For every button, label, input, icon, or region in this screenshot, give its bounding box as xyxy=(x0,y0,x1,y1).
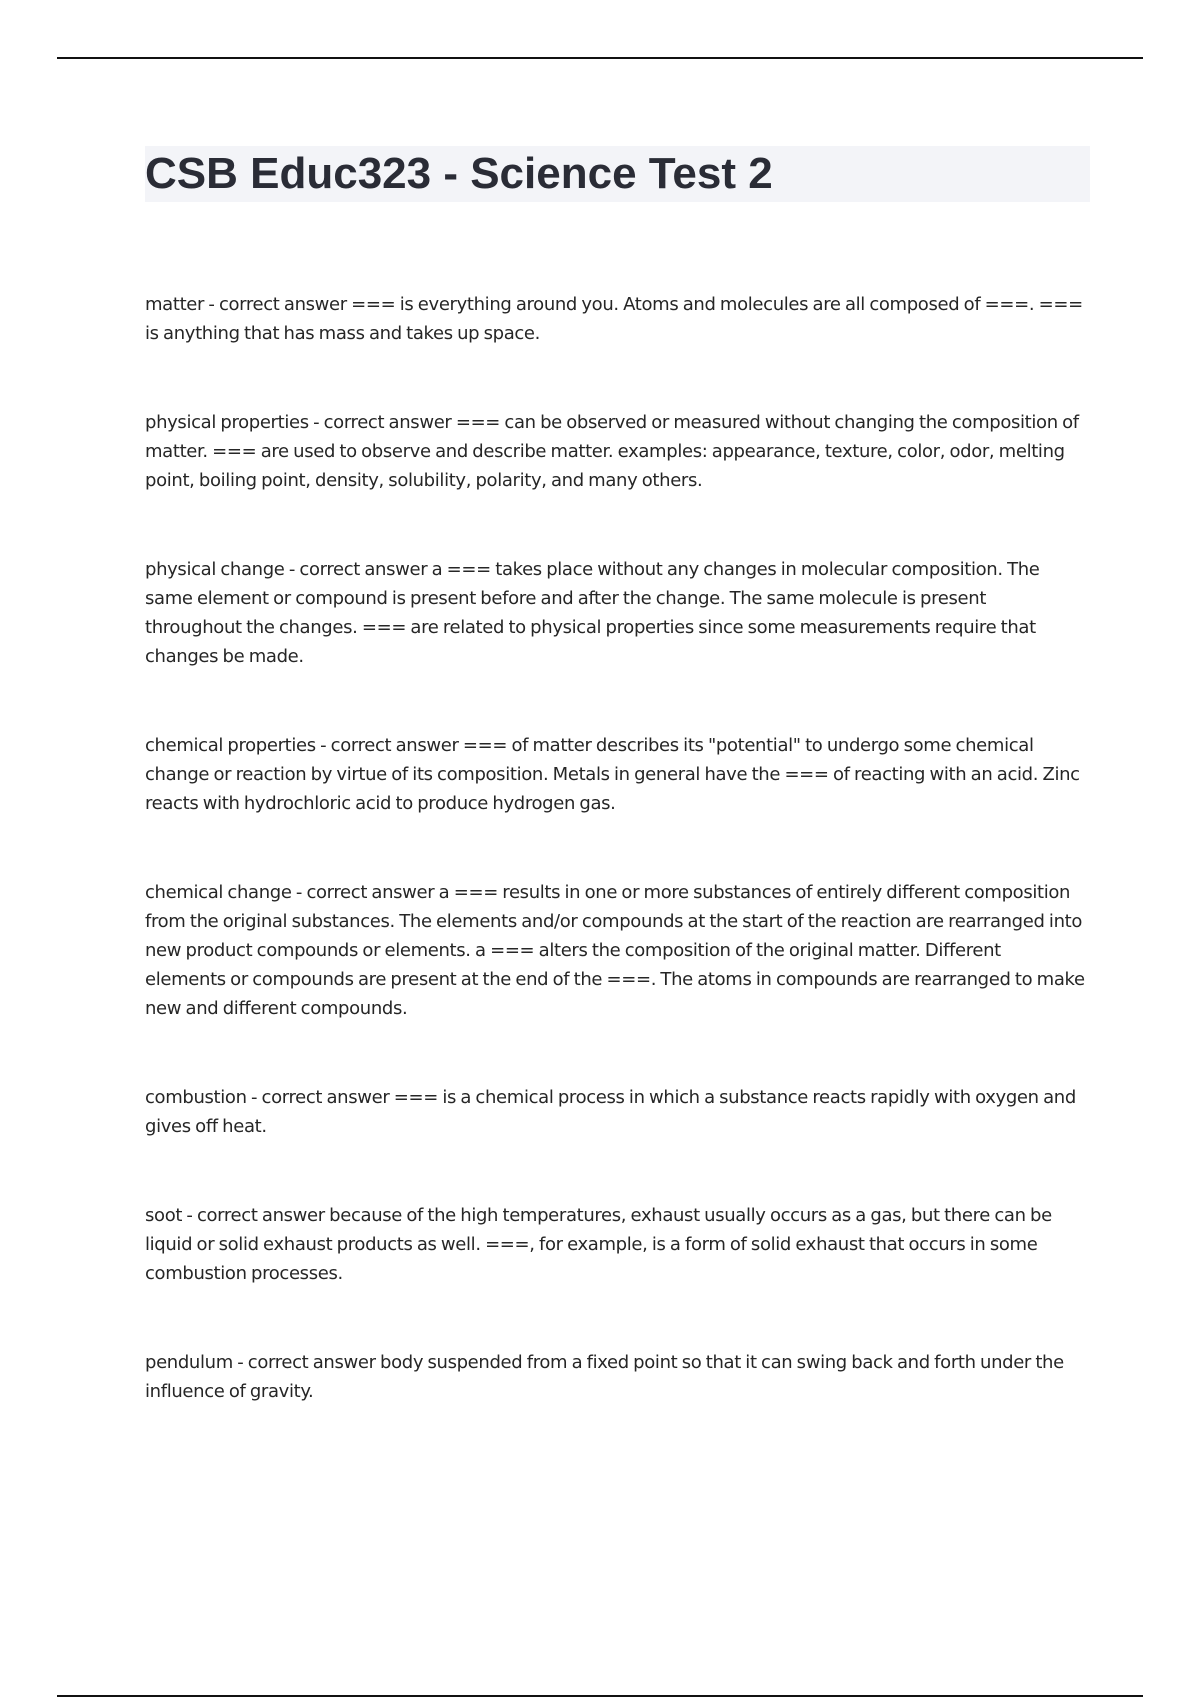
entry-physical-change: physical change - correct answer a === takes place without any changes in molecular composition. The same element or compound is present before and after the change. The same molecule is present throughout the changes. === are related to physical properties since some measurements require that changes be made. xyxy=(145,559,1040,667)
entry-combustion: combustion - correct answer === is a chemical process in which a substance reacts rapidly with oxygen and gives off heat. xyxy=(145,1087,1076,1137)
top-divider xyxy=(57,57,1143,59)
page-title: CSB Educ323 - Science Test 2 xyxy=(145,149,773,198)
entry-pendulum: pendulum - correct answer body suspended from a fixed point so that it can swing back and forth under the influence of gravity. xyxy=(145,1352,1064,1402)
entry-chemical-properties: chemical properties - correct answer === of matter describes its "potential" to undergo some chemical change or reaction by virtue of its composition. Metals in general have the === of reacting with an acid. Zinc reacts with hydrochloric acid to produce hydrogen gas. xyxy=(145,735,1080,814)
entry-physical-properties: physical properties - correct answer === can be observed or measured without changing the composition of matter. === are used to observe and describe matter. examples: appearance, texture, color, odor, melting point, boiling point, density, solubility, polarity, and many others. xyxy=(145,412,1079,491)
entry-soot: soot - correct answer because of the high temperatures, exhaust usually occurs as a gas, but there can be liquid or solid exhaust products as well. ===, for example, is a form of solid exhaust that occurs in some combustion processes. xyxy=(145,1205,1052,1284)
bottom-divider xyxy=(57,1695,1143,1697)
title-banner xyxy=(145,146,1090,202)
flashcard-list xyxy=(145,290,1085,1466)
entry-matter: matter - correct answer === is everything around you. Atoms and molecules are all composed of ===. === is anything that has mass and takes up space. xyxy=(145,294,1083,344)
entry-chemical-change: chemical change - correct answer a === results in one or more substances of entirely different composition from the original substances. The elements and/or compounds at the start of the reaction are rearranged into new product compounds or elements. a === alters the composition of the original matter. Different elements or compounds are present at the end of the ===. The atoms in compounds are rearranged to make new and different compounds. xyxy=(145,882,1085,1019)
